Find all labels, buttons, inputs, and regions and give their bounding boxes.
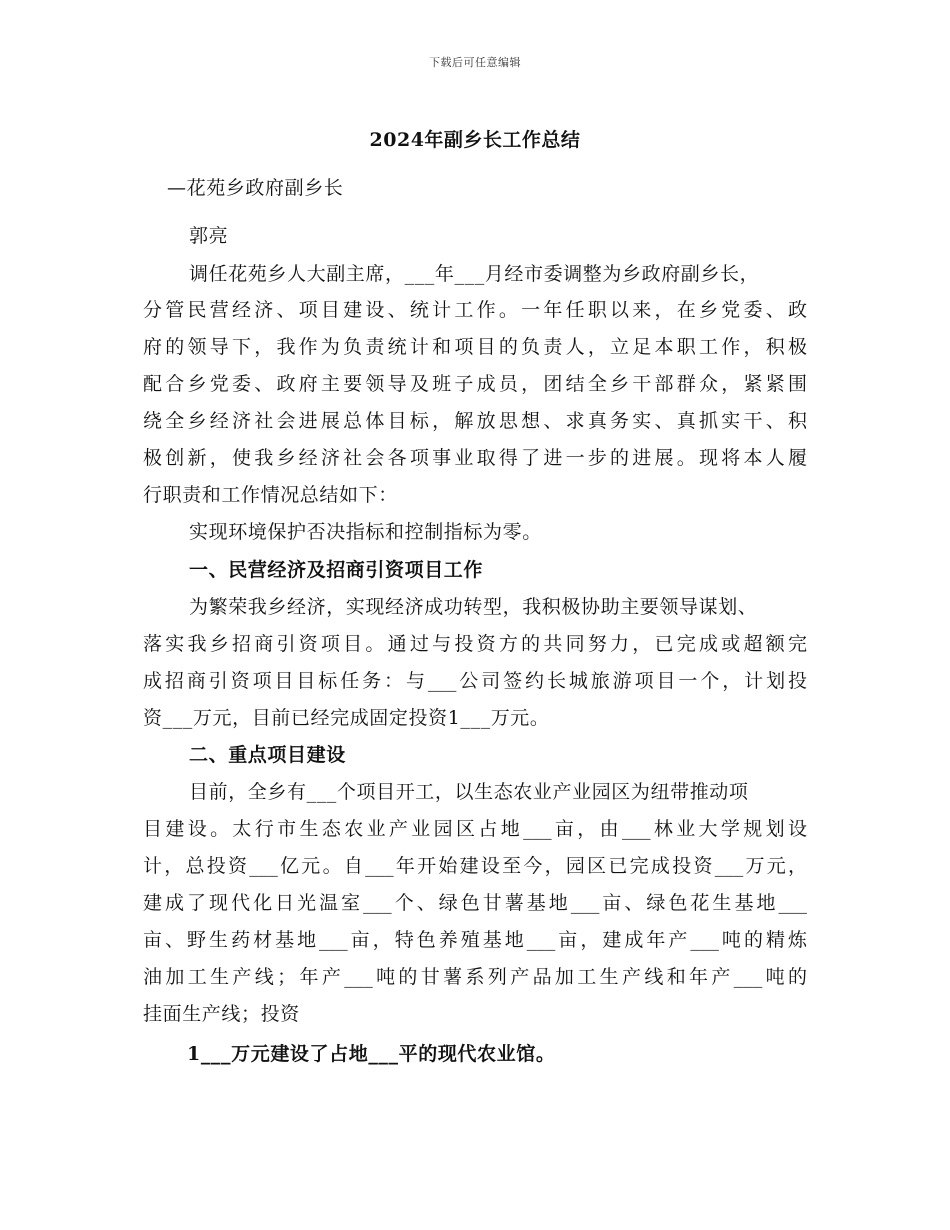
section-1-heading: 一、民营经济及招商引资项目工作 <box>189 559 484 581</box>
section-1-line: 落实我乡招商引资项目。通过与投资方的共同努力，已完成或超额完 <box>143 633 807 655</box>
section-2-line: 亩、野生药材基地___亩，特色养殖基地___亩，建成年产___吨的精炼 <box>143 929 807 951</box>
subtitle: —花苑乡政府副乡长 <box>167 177 344 199</box>
section-2-line: 建成了现代化日光温室___个、绿色甘薯基地___亩、绿色花生基地___ <box>143 892 807 914</box>
section-2-line: 目前，全乡有___个项目开工，以生态农业产业园区为纽带推动项 <box>189 781 749 803</box>
author-name: 郭亮 <box>189 225 229 247</box>
env-line: 实现环境保护否决指标和控制指标为零。 <box>189 521 542 543</box>
section-2-line: 油加工生产线；年产___吨的甘薯系列产品加工生产线和年产___吨的 <box>143 966 807 988</box>
header-note: 下载后可任意编辑 <box>429 56 521 69</box>
intro-line: 行职责和工作情况总结如下： <box>143 484 398 506</box>
final-line: 1___万元建设了占地___平的现代农业馆。 <box>187 1043 556 1065</box>
intro-line: 极创新，使我乡经济社会各项事业取得了进一步的进展。现将本人履 <box>143 447 807 469</box>
section-1-line: 为繁荣我乡经济，实现经济成功转型，我积极协助主要领导谋划、 <box>189 596 758 618</box>
section-2-line: 目建设。太行市生态农业产业园区占地___亩，由___林业大学规划设 <box>143 818 807 840</box>
intro-line: 分管民营经济、项目建设、统计工作。一年任职以来，在乡党委、政 <box>143 299 807 321</box>
section-1-line: 成招商引资项目目标任务：与___公司签约长城旅游项目一个，计划投 <box>143 670 807 692</box>
intro-line: 绕全乡经济社会进展总体目标，解放思想、求真务实、真抓实干、积 <box>143 410 807 432</box>
document-title: 2024年副乡长工作总结 <box>369 129 581 151</box>
intro-line: 配合乡党委、政府主要领导及班子成员，团结全乡干部群众，紧紧围 <box>143 373 807 395</box>
section-2-line: 挂面生产线；投资 <box>143 1003 300 1025</box>
section-1-line: 资___万元，目前已经完成固定投资1___万元。 <box>143 707 550 729</box>
section-2-line: 计，总投资___亿元。自___年开始建设至今，园区已完成投资___万元， <box>143 855 807 877</box>
intro-line: 调任花苑乡人大副主席，___年___月经市委调整为乡政府副乡长， <box>189 263 760 285</box>
intro-line: 府的领导下，我作为负责统计和项目的负责人，立足本职工作，积极 <box>143 336 807 358</box>
section-2-heading: 二、重点项目建设 <box>189 744 346 766</box>
